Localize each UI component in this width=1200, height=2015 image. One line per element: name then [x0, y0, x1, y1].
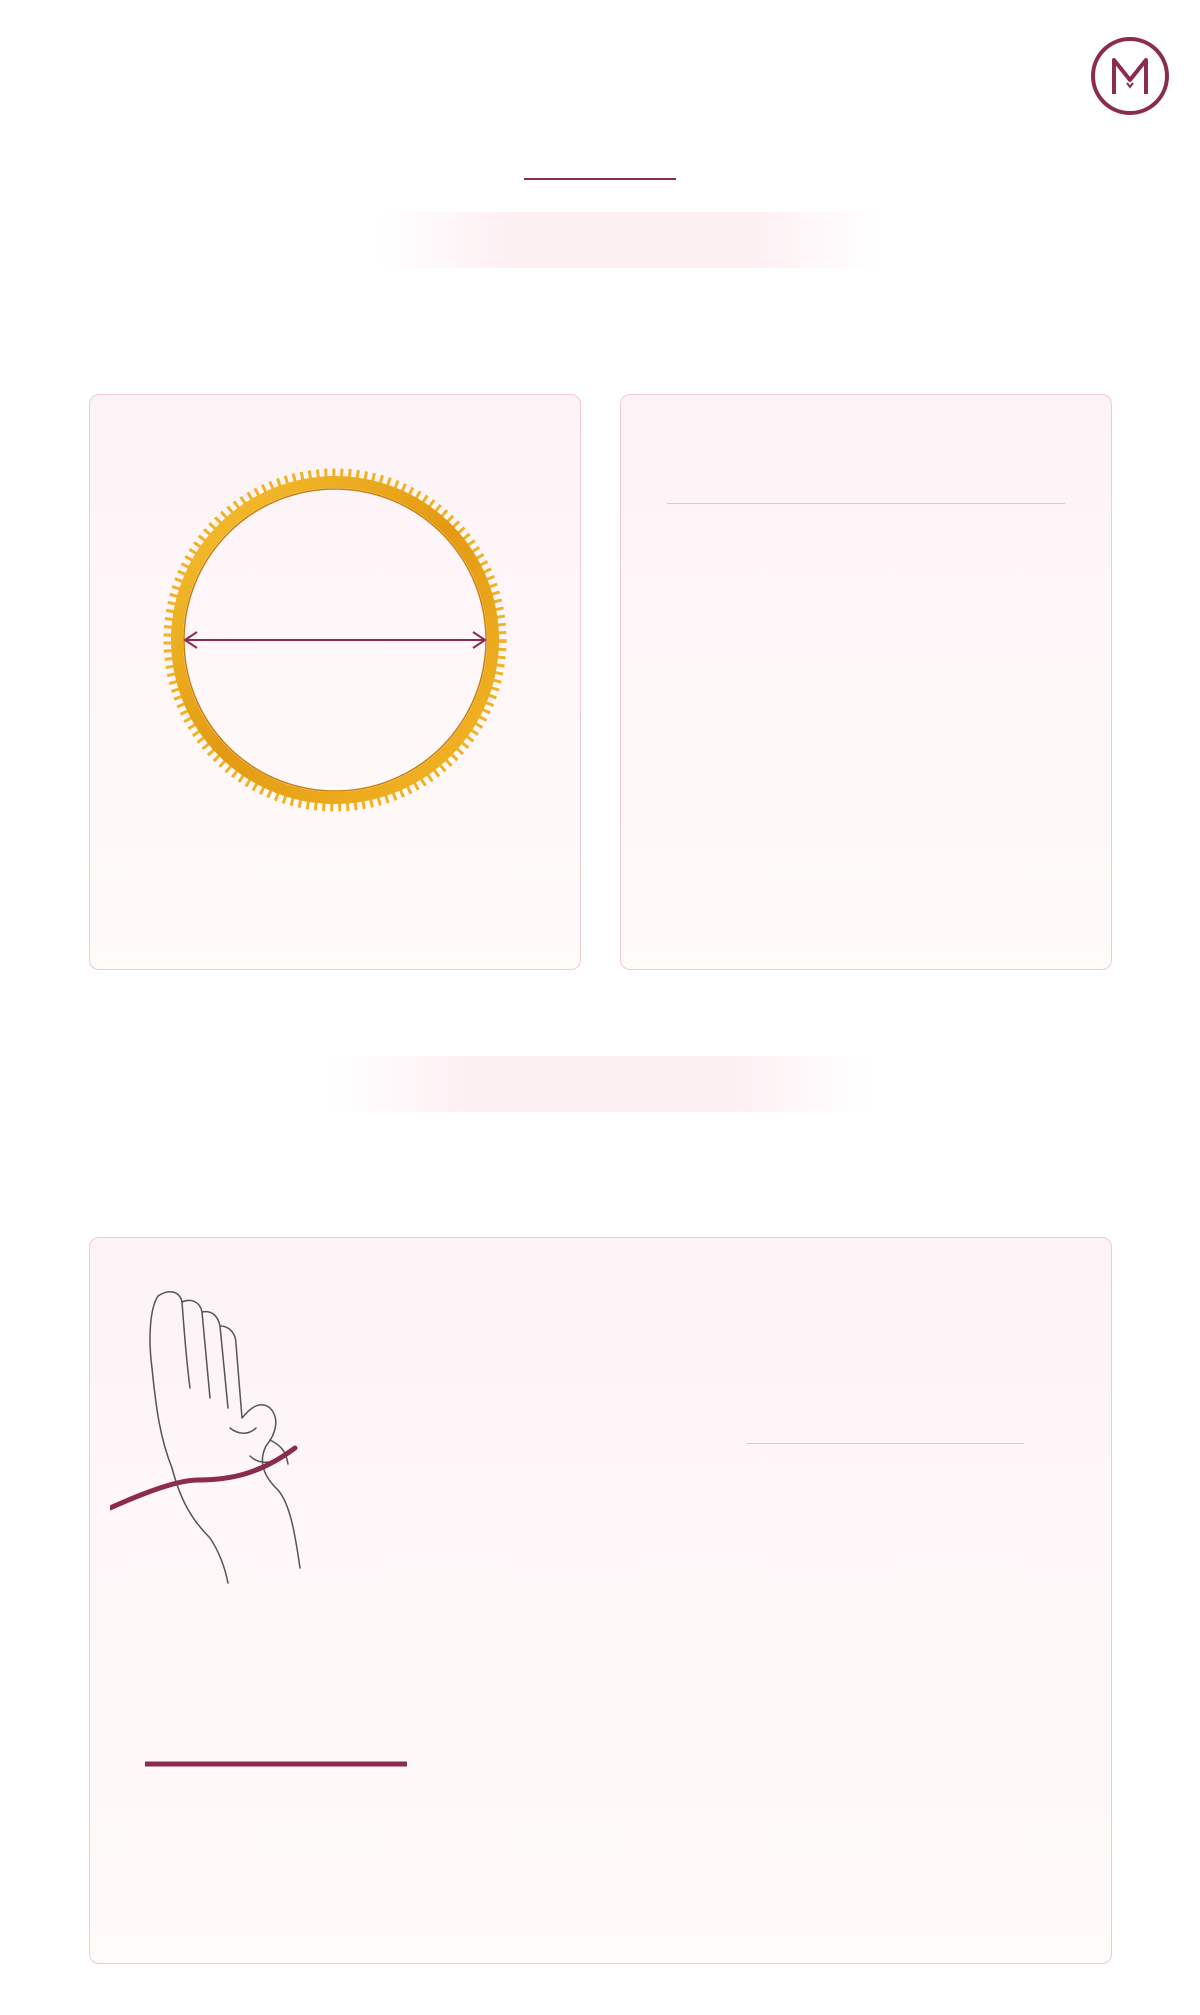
section2-heading	[330, 1056, 870, 1112]
diameter-table-card	[620, 394, 1112, 970]
logo-diamond	[1127, 83, 1133, 87]
hand-measure-card	[89, 1237, 1112, 1964]
bangle-illustration-card	[89, 394, 581, 970]
logo-m-mark	[1114, 60, 1146, 94]
hand-finger-outline	[158, 1292, 190, 1388]
hand-palm-outline	[150, 1296, 172, 1468]
diameter-table-body	[621, 521, 1111, 941]
bangle-illustration	[155, 460, 515, 820]
title-underline	[524, 178, 676, 180]
logo-ring	[1093, 39, 1167, 113]
brand-logo[interactable]	[1090, 36, 1170, 116]
section1-heading	[380, 212, 880, 268]
circumference-table-body	[90, 1460, 1111, 1900]
hand-fold-line	[230, 1428, 256, 1433]
diameter-table-divider	[667, 503, 1065, 504]
circumference-table-divider	[746, 1443, 1024, 1444]
